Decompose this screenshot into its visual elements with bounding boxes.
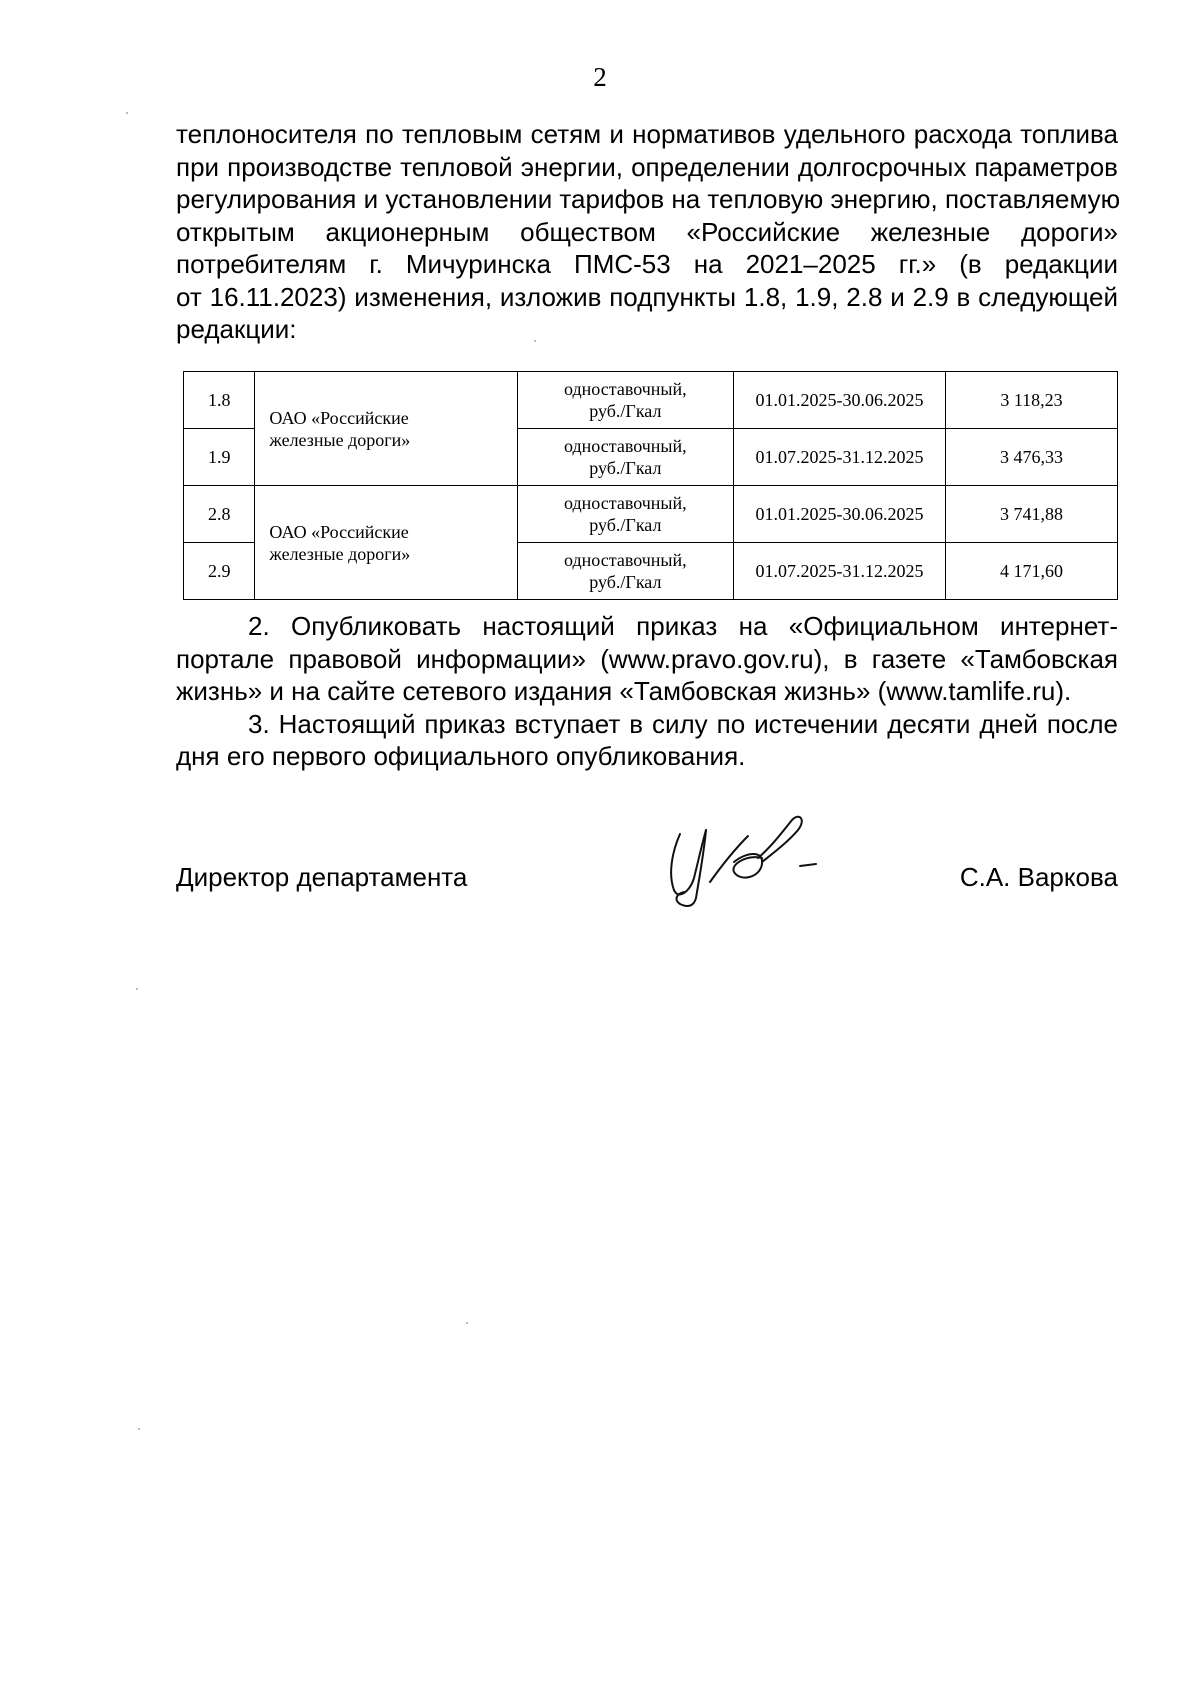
text-line: при производстве тепловой энергии, определении долгосрочных параметров <box>176 151 1118 182</box>
organization-cell <box>255 372 517 486</box>
tariff-type: одноставочный, <box>564 436 687 456</box>
scan-speck <box>136 988 138 990</box>
tariff-unit: руб./Гкал <box>589 515 662 535</box>
period-cell: 01.07.2025-31.12.2025 <box>733 429 945 486</box>
period-cell: 01.07.2025-31.12.2025 <box>733 543 945 600</box>
intro-paragraph <box>176 118 1121 346</box>
tariff-unit: руб./Гкал <box>589 458 662 478</box>
organization-name: железные дороги» <box>269 543 411 564</box>
organization-name: ОАО «Российские <box>269 521 409 542</box>
tariff-table <box>183 371 1118 600</box>
row-number: 2.9 <box>184 543 255 600</box>
text-line: потребителям г. Мичуринска ПМС-53 на 2021–2025 гг.» (в редакции <box>176 249 1118 279</box>
signatory-title: Директор департамента <box>176 862 468 892</box>
page-number: 2 <box>593 62 607 92</box>
row-number: 1.9 <box>184 429 255 486</box>
text-line: дня его первого официального опубликования. <box>176 741 746 771</box>
organization-name: ОАО «Российские <box>269 407 409 428</box>
text-line: от 16.11.2023) изменения, изложив подпункты 1.8, 1.9, 2.8 и 2.9 в следующей <box>176 281 1118 312</box>
period-cell: 01.01.2025-30.06.2025 <box>733 486 945 543</box>
row-number: 1.8 <box>184 372 255 429</box>
text-line: 3. Настоящий приказ вступает в силу по истечении десяти дней после <box>248 708 1118 739</box>
table-row <box>184 486 1118 543</box>
handwritten-signature <box>650 812 830 912</box>
tariff-type-cell <box>517 372 733 429</box>
text-line: открытым акционерным обществом «Российские железные дороги» <box>176 216 1118 247</box>
scan-speck <box>126 112 128 114</box>
tariff-value-cell: 3 476,33 <box>946 429 1118 486</box>
closing-paragraphs <box>176 610 1118 773</box>
text-line: жизнь» и на сайте сетевого издания «Тамбовская жизнь» (www.tamlife.ru). <box>176 676 1072 706</box>
text-line: редакции: <box>176 314 297 344</box>
scan-speck <box>534 340 536 342</box>
tariff-type-cell <box>517 543 733 600</box>
scan-speck <box>138 1428 140 1430</box>
text-line: регулирования и установлении тарифов на тепловую энергию, поставляемую <box>176 184 1121 214</box>
tariff-unit: руб./Гкал <box>589 572 662 592</box>
tariff-unit: руб./Гкал <box>589 401 662 421</box>
row-number: 2.8 <box>184 486 255 543</box>
text-line: 2. Опубликовать настоящий приказ на «Официальном интернет- <box>248 611 1118 641</box>
tariff-type: одноставочный, <box>564 550 687 570</box>
table-row <box>184 372 1118 429</box>
tariff-type: одноставочный, <box>564 493 687 513</box>
scan-speck <box>466 1322 468 1324</box>
tariff-value-cell: 3 118,23 <box>946 372 1118 429</box>
organization-name: железные дороги» <box>269 429 411 450</box>
text-line: теплоносителя по тепловым сетям и нормативов удельного расхода топлива <box>176 119 1118 149</box>
period-cell: 01.01.2025-30.06.2025 <box>733 372 945 429</box>
text-line: портале правовой информации» (www.pravo.gov.ru), в газете «Тамбовская <box>176 643 1118 674</box>
tariff-value-cell: 3 741,88 <box>946 486 1118 543</box>
tariff-value-cell: 4 171,60 <box>946 543 1118 600</box>
tariff-type: одноставочный, <box>564 379 687 399</box>
tariff-type-cell <box>517 486 733 543</box>
signatory-name: С.А. Варкова <box>959 862 1118 892</box>
tariff-type-cell <box>517 429 733 486</box>
organization-cell <box>255 486 517 600</box>
